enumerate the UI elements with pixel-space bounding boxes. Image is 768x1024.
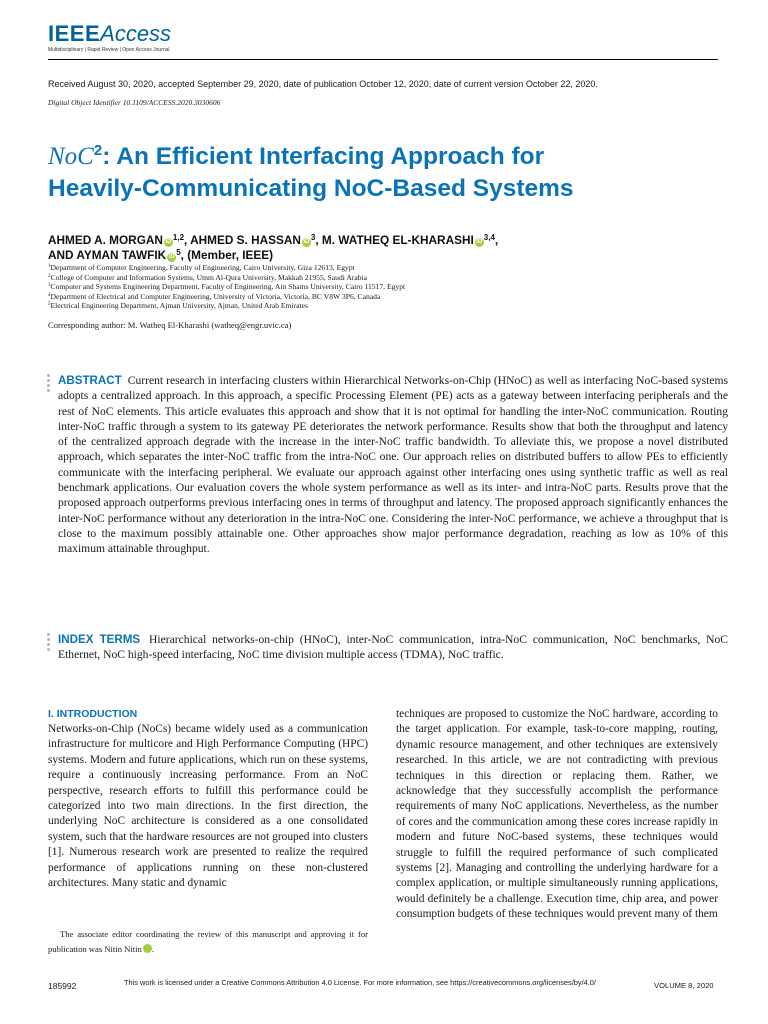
affiliation-num: 4: [48, 292, 51, 298]
author-morgan: AHMED A. MORGAN: [48, 233, 163, 247]
title-sup: 2: [93, 142, 103, 159]
index-terms-text: Hierarchical networks-on-chip (HNoC), inter-NoC communication, intra-NoC communication, NoC benchmarks, NoC Ethernet, NoC high-speed interfacing, NoC time division multiple access (TDMA), NoC traffic.: [58, 633, 729, 662]
index-terms-heading: INDEX TERMS: [58, 633, 141, 646]
title-line2: Heavily-Communicating NoC-Based Systems: [48, 175, 574, 202]
affiliation-num: 2: [48, 273, 51, 279]
author-affil-sup: 3: [310, 233, 316, 242]
author-elkharashi: , M. WATHEQ EL-KHARASHI: [315, 233, 474, 247]
body-column-right: [396, 707, 718, 923]
affiliation-num: 5: [48, 302, 51, 308]
orcid-icon[interactable]: iD: [168, 254, 175, 260]
affiliation: [48, 263, 718, 273]
affiliation: [48, 282, 718, 292]
journal-logo: [48, 22, 171, 53]
author-affil-sup: 5: [176, 248, 181, 257]
author-separator: ,: [494, 233, 499, 247]
affiliation-text: Computer and Systems Engineering Department, Faculty of Engineering, Ain Shams University, Cairo 11517, Egypt: [50, 282, 406, 292]
doi-line: Digital Object Identifier 10.1109/ACCESS.2020.3030606: [48, 98, 221, 107]
footnote-end: .: [151, 944, 154, 955]
affiliations: [48, 263, 718, 311]
affiliation-text: Electrical Engineering Department, Ajman University, Ajman, United Arab Emirates: [50, 301, 308, 311]
index-terms: [58, 632, 728, 663]
orcid-icon[interactable]: iD: [165, 239, 172, 245]
intro-paragraph: Networks-on-Chip (NoCs) became widely used as a communication infrastructure for multicore and High Performance Computing (HPC) systems. Modern and future applications, which run on these systems, require a continuously increasing performance. From an NoC perspective, research efforts to fulfill this performance could be categorized into two main directions. In the first direction, the underlying NoC architecture is considered as a one consolidated system, such that the hardware resources are not grouped into clusters [1]. Numerous research work are presented to realize the required performance of applications running on these non-clustered architectures. Many static and dynamic: [48, 723, 368, 890]
orcid-icon[interactable]: iD: [303, 239, 310, 245]
abstract-marker-icon: [47, 374, 50, 394]
paper-title: [48, 141, 708, 205]
header-divider: [48, 59, 718, 60]
intro-paragraph-continued: techniques are proposed to customize the NoC hardware, according to the target application. For example, task-to-core mapping, routing, dynamic resource management, and other techniques are extensively researched. In this article, we are not contradicting with previous techniques in this direction or replacing them. Rather, we acknowledge that they successfully accomplish the performance requirements of many NoC applications. Nevertheless, as the number of cores and the communication among these cores increase rapidly in modern and future NoC-based systems, these techniques would struggle to fulfill the required performance of such complicated systems [2]. Managing and controlling the underlying hardware for a complex application, or multiple simultaneously running applications, would definitely be a challenge. Execution time, chip area, and power consumption budgets of these techniques would prevent many of them: [396, 708, 718, 921]
footnote-text: The associate editor coordinating the review of this manuscript and approving it for publication was Nitin Nitin: [48, 929, 368, 955]
author-member: , (Member, IEEE): [180, 248, 274, 262]
abstract-text: Current research in interfacing clusters within Hierarchical Networks-on-Chip (HNoC) as well as interfacing NoC-based systems adopts a centralized approach. In this approach, a specific Processing Element (PE) acts as a gateway between interfacing peripherals and the rest of NoC elements. This article evaluates this approach and show that it is not optimal for handling the inter-NoC communication. Routing inter-NoC traffic through a system to its gateway PE deteriorates the network performance. Results show that both the throughput and latency of the centralized approach degrade with the increase in the inter-NoC traffic bandwidth. To alleviate this, we propose a novel distributed approach, which separates the inter-NoC traffic from the intra-NoC one. Our approach relies on distributed buffers to allow PEs to efficiently communicate with the interfacing peripheral. We evaluate our approach against other interfacing ones using synthetic traffic as well as real benchmark applications. Our evaluation covers the whole system performance as well as its inter- and intra-NoC parts. Results prove that the proposed approach outperforms previous interfacing ones in terms of throughput and latency. The proposed approach significantly enhances the inter-NoC performance without any deterioration in the intra-NoC one. Considering the inter-NoC performance, we achieve a throughput that is close to the maximum possibly attainable one. Other approaches show major performance degradation, reaching as low as 10% of this maximum attainable throughput.: [58, 374, 728, 556]
author-list: [48, 233, 718, 263]
license-note: This work is licensed under a Creative Commons Attribution 4.0 License. For more information, see https://creativecommons.org/licenses/by/4.0/: [124, 978, 596, 987]
author-tawfik: AND AYMAN TAWFIK: [48, 248, 167, 262]
corresponding-author: Corresponding author: M. Watheq El-Kharashi (watheq@engr.uvic.ca): [48, 320, 292, 330]
received-dates: Received August 30, 2020, accepted September 29, 2020, date of publication October 12, 2020, date of current version October 22, 2020.: [48, 79, 598, 89]
abstract-heading: ABSTRACT: [58, 374, 122, 387]
body-column-left: [48, 707, 368, 891]
affiliation-text: Department of Computer Engineering, Faculty of Engineering, Cairo University, Giza 12613, Egypt: [50, 263, 355, 272]
logo-ieee: IEEE: [48, 21, 101, 46]
affiliation-text: College of Computer and Information Systems, Umm Al-Qura University, Makkah 21955, Saudi Arabia: [50, 272, 367, 282]
affiliation-num: 1: [48, 264, 51, 269]
affiliation: [48, 292, 718, 302]
volume-label: VOLUME 8, 2020: [654, 981, 714, 990]
page-number: 185992: [48, 981, 77, 991]
author-hassan: , AHMED S. HASSAN: [184, 233, 301, 247]
affiliation-text: Department of Electrical and Computer Engineering, University of Victoria, Victoria, BC V8W 3P6, Canada: [50, 291, 381, 301]
author-affil-sup: 1,2: [172, 233, 185, 242]
title-noc: NoC: [48, 143, 94, 170]
editor-footnote: [48, 927, 368, 957]
section-heading: I. INTRODUCTION: [48, 708, 138, 720]
logo-tagline: Multidisciplinary | Rapid Review | Open Access Journal: [48, 47, 170, 53]
affiliation: [48, 273, 718, 283]
affiliation: [48, 301, 718, 311]
logo-access: Access: [100, 21, 172, 46]
orcid-icon[interactable]: iD: [143, 944, 152, 953]
affiliation-num: 3: [48, 283, 51, 289]
title-line1: : An Efficient Interfacing Approach for: [102, 143, 545, 170]
orcid-icon[interactable]: iD: [476, 239, 483, 245]
author-affil-sup: 3,4: [483, 233, 495, 242]
abstract: [58, 373, 728, 557]
index-terms-marker-icon: [47, 633, 50, 653]
